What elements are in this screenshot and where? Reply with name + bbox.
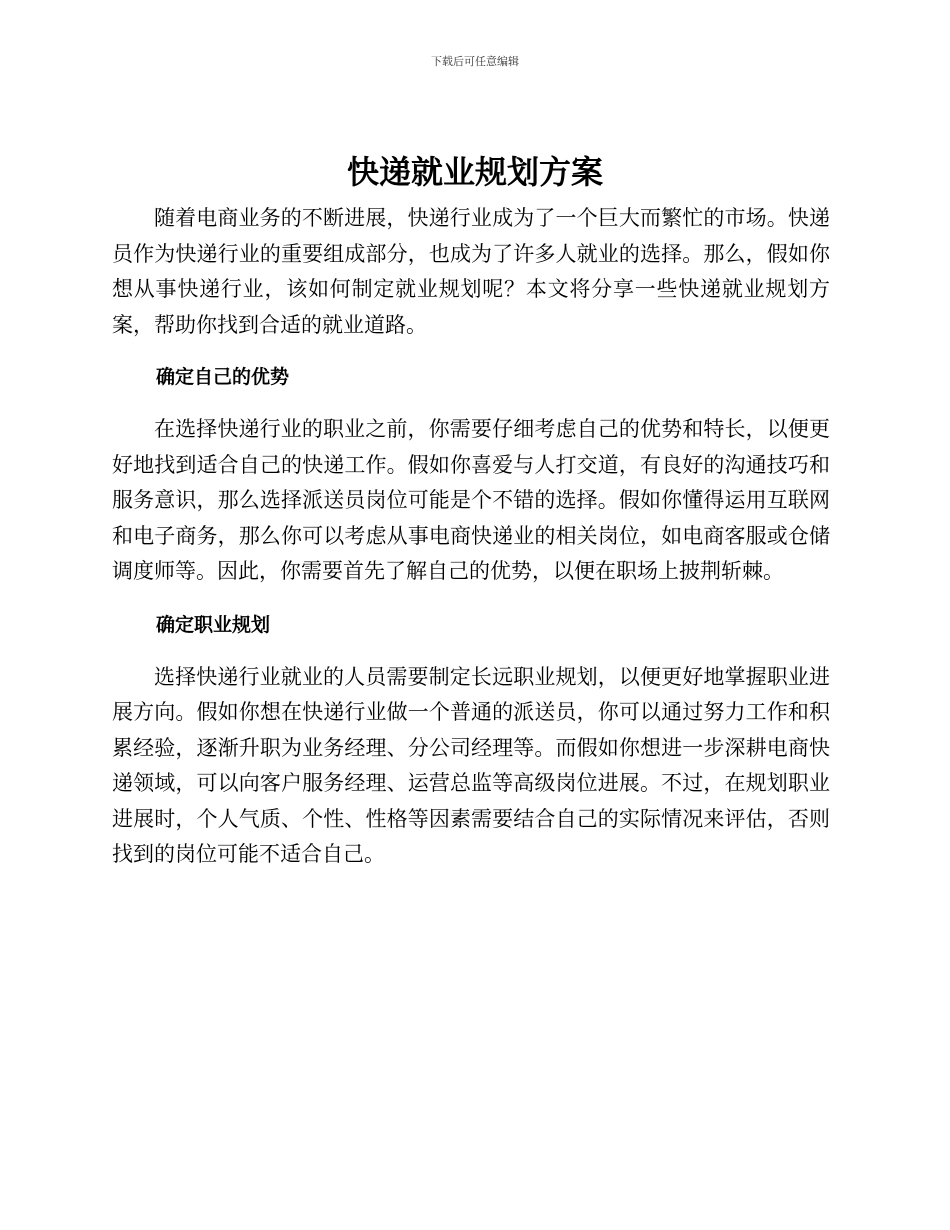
section-heading-career-plan: 确定职业规划 <box>156 613 271 636</box>
document-title: 快递就业规划方案 <box>346 153 603 191</box>
intro-paragraph: 随着电商业务的不断进展，快递行业成为了一个巨大而繁忙的市场。快递员作为快递行业的重要组成部分，也成为了许多人就业的选择。那么，假如你想从事快递行业，该如何制定就业规划呢？本文将分享一些快递就业规划方案，帮助你找到合适的就业道路。 <box>112 206 830 337</box>
section-heading-strengths: 确定自己的优势 <box>156 366 290 388</box>
header-note: 下载后可任意编辑 <box>431 55 519 68</box>
document-body <box>112 201 830 873</box>
section-paragraph-strengths: 在选择快递行业的职业之前，你需要仔细考虑自己的优势和特长，以便更好地找到适合自己的快递工作。假如你喜爱与人打交道，有良好的沟通技巧和服务意识，那么选择派送员岗位可能是个不错的选择。假如你懂得运用互联网和电子商务，那么你可以考虑从事电商快递业的相关岗位，如电商客服或仓储调度师等。因此，你需要首先了解自己的优势，以便在职场上披荆斩棘。 <box>112 417 830 583</box>
section-paragraph-career-plan: 选择快递行业就业的人员需要制定长远职业规划，以便更好地掌握职业进展方向。假如你想在快递行业做一个普通的派送员，你可以通过努力工作和积累经验，逐渐升职为业务经理、分公司经理等。而假如你想进一步深耕电商快递领域，可以向客户服务经理、运营总监等高级岗位进展。不过，在规划职业进展时，个人气质、个性、性格等因素需要结合自己的实际情况来评估，否则找到的岗位可能不适合自己。 <box>112 664 830 866</box>
